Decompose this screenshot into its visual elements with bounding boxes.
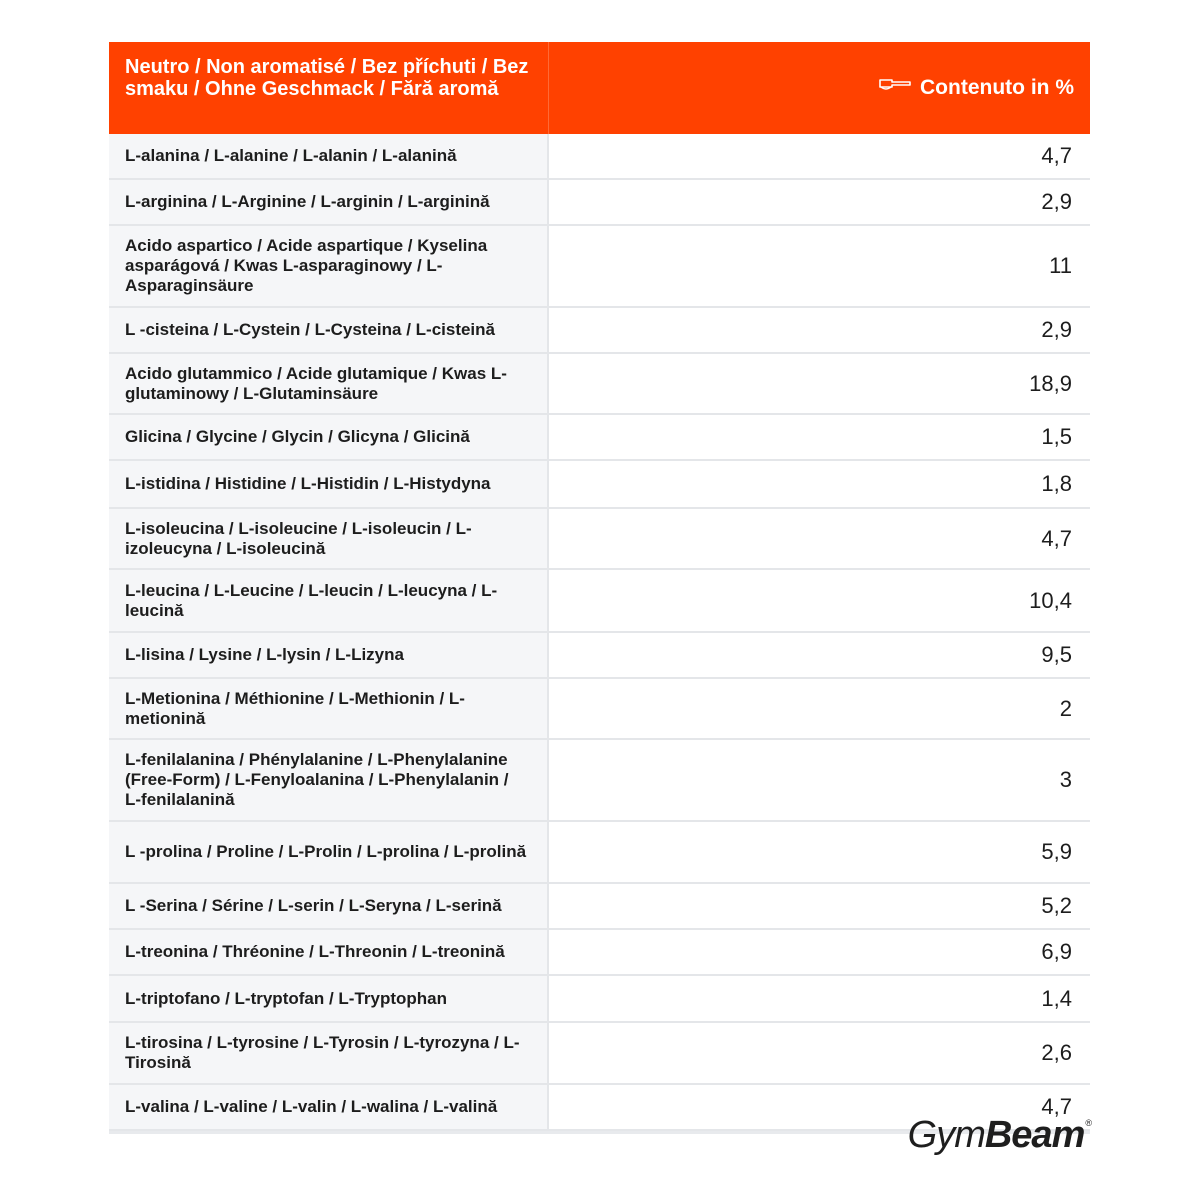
amino-acid-percent: 2,9 (549, 180, 1090, 224)
amino-acid-percent: 9,5 (549, 633, 1090, 677)
amino-acid-name: L-tirosina / L-tyrosine / L-Tyrosin / L-tyrozyna / L-Tirosină (109, 1023, 549, 1083)
amino-acid-name: L-Metionina / Méthionine / L-Methionin / L-metionină (109, 679, 549, 738)
amino-acid-percent: 6,9 (549, 930, 1090, 974)
header-flavour-label: Neutro / Non aromatisé / Bez příchuti / Bez smaku / Ohne Geschmack / Fără aromă (109, 42, 549, 134)
table-row (109, 1023, 1090, 1085)
table-row (109, 930, 1090, 976)
amino-acid-name: L -Serina / Sérine / L-serin / L-Seryna / L-serină (109, 884, 549, 928)
amino-acid-name: Acido aspartico / Acide aspartique / Kyselina asparágová / Kwas L-asparaginowy / L-Asparaginsäure (109, 226, 549, 306)
table-row (109, 226, 1090, 308)
amino-acid-percent: 18,9 (549, 354, 1090, 413)
amino-acid-percent: 2 (549, 679, 1090, 738)
table-row (109, 415, 1090, 461)
amino-acid-percent: 2,9 (549, 308, 1090, 352)
amino-acid-percent: 2,6 (549, 1023, 1090, 1083)
amino-acid-name: L-lisina / Lysine / L-lysin / L-Lizyna (109, 633, 549, 677)
amino-acid-name: L-isoleucina / L-isoleucine / L-isoleucin / L-izoleucyna / L-isoleucină (109, 509, 549, 568)
amino-acid-percent: 10,4 (549, 570, 1090, 631)
table-row (109, 976, 1090, 1023)
amino-acid-percent: 1,8 (549, 461, 1090, 507)
amino-acid-name: Acido glutammico / Acide glutamique / Kwas L-glutaminowy / L-Glutaminsäure (109, 354, 549, 413)
header-content-column (549, 42, 1090, 134)
logo-part-gym: Gym (907, 1114, 985, 1156)
table-row (109, 679, 1090, 740)
amino-acid-percent: 4,7 (549, 134, 1090, 178)
amino-acid-name: L-valina / L-valine / L-valin / L-walina / L-valină (109, 1085, 549, 1129)
amino-acid-name: L-fenilalanina / Phénylalanine / L-Phenylalanine (Free-Form) / L-Fenyloalanina / L-Phenylalanin / L-fenilalanină (109, 740, 549, 820)
amino-acid-percent: 4,7 (549, 509, 1090, 568)
table-row (109, 509, 1090, 570)
amino-acid-name: L-treonina / Thréonine / L-Threonin / L-treonină (109, 930, 549, 974)
table-row (109, 308, 1090, 354)
table-header (109, 42, 1090, 134)
logo-part-beam: Beam (984, 1114, 1085, 1156)
amino-acid-table (109, 42, 1090, 1134)
table-row (109, 134, 1090, 180)
amino-acid-percent: 4,7 (549, 1085, 1090, 1129)
table-row (109, 354, 1090, 415)
table-row (109, 570, 1090, 633)
amino-acid-name: L-triptofano / L-tryptofan / L-Tryptophan (109, 976, 549, 1021)
table-row (109, 180, 1090, 226)
table-body (109, 134, 1090, 1131)
amino-acid-percent: 5,9 (549, 822, 1090, 882)
amino-acid-name: Glicina / Glycine / Glycin / Glicyna / Glicină (109, 415, 549, 459)
table-row (109, 740, 1090, 822)
gymbeam-logo (908, 1114, 1091, 1157)
amino-acid-name: L -cisteina / L-Cystein / L-Cysteina / L-cisteină (109, 308, 549, 352)
amino-acid-name: L-istidina / Histidine / L-Histidin / L-Histydyna (109, 461, 549, 507)
amino-acid-percent: 5,2 (549, 884, 1090, 928)
amino-acid-percent: 1,5 (549, 415, 1090, 459)
amino-acid-name: L-alanina / L-alanine / L-alanin / L-alanină (109, 134, 549, 178)
scoop-icon (878, 75, 912, 93)
amino-acid-percent: 3 (549, 740, 1090, 820)
amino-acid-name: L-arginina / L-Arginine / L-arginin / L-arginină (109, 180, 549, 224)
table-row (109, 461, 1090, 509)
registered-mark: ® (1085, 1118, 1091, 1128)
table-row (109, 822, 1090, 884)
header-content-label: Contenuto in % (920, 76, 1074, 99)
table-row (109, 633, 1090, 679)
amino-acid-percent: 11 (549, 226, 1090, 306)
amino-acid-name: L -prolina / Proline / L-Prolin / L-prolina / L-prolină (109, 822, 549, 882)
amino-acid-name: L-leucina / L-Leucine / L-leucin / L-leucyna / L-leucină (109, 570, 549, 631)
amino-acid-percent: 1,4 (549, 976, 1090, 1021)
table-row (109, 884, 1090, 930)
